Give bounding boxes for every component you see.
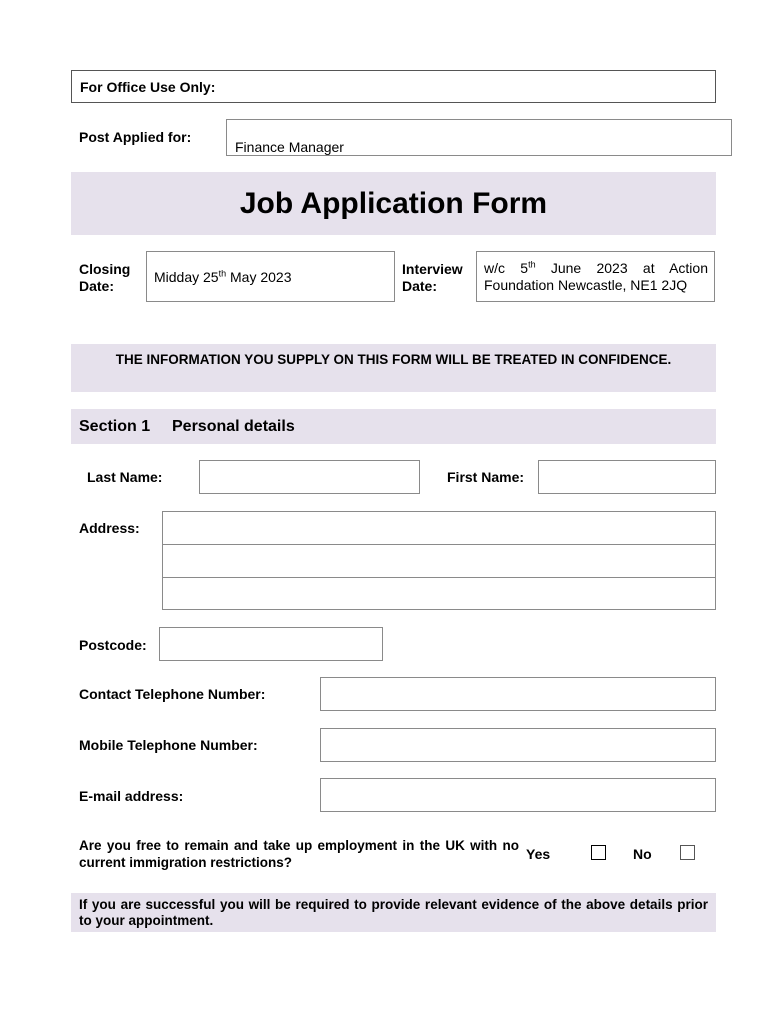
confidential-notice: THE INFORMATION YOU SUPPLY ON THIS FORM WILL BE TREATED IN CONFIDENCE. xyxy=(115,352,672,367)
closing-date-label: Closing Date: xyxy=(79,261,131,294)
evidence-notice: If you are successful you will be required to provide relevant evidence of the above details prior to your appointment. xyxy=(79,897,708,928)
interview-date-field[interactable] xyxy=(476,251,715,302)
closing-date-field[interactable] xyxy=(146,251,395,302)
post-applied-value: Finance Manager xyxy=(235,139,344,155)
first-name-field[interactable] xyxy=(538,460,716,494)
email-label: E-mail address: xyxy=(79,788,184,804)
office-use-box xyxy=(71,70,716,103)
evidence-notice-band xyxy=(71,893,716,932)
interview-date-label: Interview Date: xyxy=(402,261,463,294)
section1-header xyxy=(71,409,716,444)
mobile-phone-label: Mobile Telephone Number: xyxy=(79,737,258,753)
postcode-label: Postcode: xyxy=(79,637,147,653)
section1-title: Personal details xyxy=(172,418,295,435)
last-name-label: Last Name: xyxy=(87,469,163,485)
address-line-2[interactable] xyxy=(162,544,716,578)
contact-phone-label: Contact Telephone Number: xyxy=(79,686,266,702)
confidential-notice-band xyxy=(71,344,716,392)
title-band xyxy=(71,172,716,235)
first-name-label: First Name: xyxy=(447,469,525,485)
postcode-field[interactable] xyxy=(159,627,383,661)
post-applied-field[interactable] xyxy=(226,119,732,156)
contact-phone-field[interactable] xyxy=(320,677,716,711)
last-name-field[interactable] xyxy=(199,460,420,494)
address-line-3[interactable] xyxy=(162,577,716,610)
address-label: Address: xyxy=(79,520,140,536)
yes-checkbox[interactable] xyxy=(591,845,606,860)
office-use-label: For Office Use Only: xyxy=(80,79,216,95)
closing-date-value: Midday 25th May 2023 xyxy=(154,268,292,285)
interview-date-value: w/c 5th June 2023 at Action Foundation Newcastle, NE1 2JQ xyxy=(484,259,708,293)
yes-label: Yes xyxy=(526,846,551,862)
no-checkbox[interactable] xyxy=(680,845,695,860)
post-applied-label: Post Applied for: xyxy=(79,129,192,145)
page-title: Job Application Form xyxy=(239,187,548,220)
mobile-phone-field[interactable] xyxy=(320,728,716,762)
immigration-question: Are you free to remain and take up employment in the UK with no current immigration restrictions? xyxy=(79,838,519,870)
address-line-1[interactable] xyxy=(162,511,716,545)
email-field[interactable] xyxy=(320,778,716,812)
no-label: No xyxy=(633,846,652,862)
section1-number: Section 1 xyxy=(79,418,151,435)
